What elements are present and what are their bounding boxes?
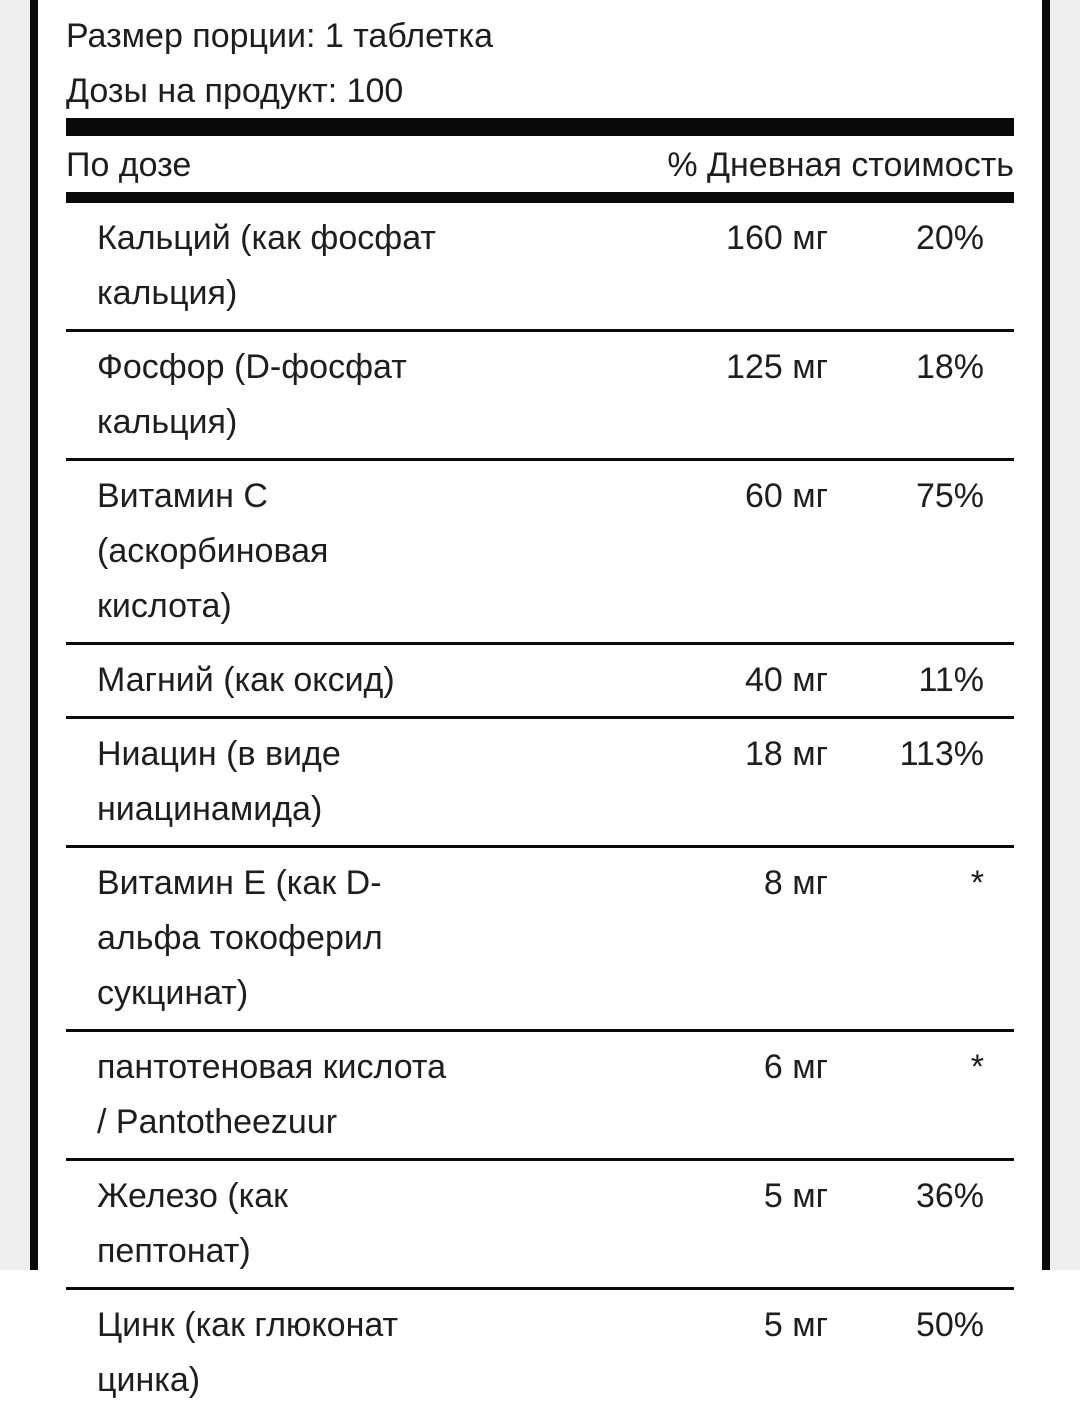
serving-size: Размер порции: 1 таблетка bbox=[66, 17, 494, 55]
nutrient-name-line: цинка) bbox=[97, 1361, 201, 1399]
nutrient-daily-value: 20% bbox=[915, 219, 984, 257]
nutrient-amount: 18 мг bbox=[744, 735, 828, 773]
table-row bbox=[66, 848, 1014, 1032]
nutrient-name-line: Фосфор (D-фосфат bbox=[97, 348, 407, 386]
nutrient-name-line: альфа токоферил bbox=[97, 919, 383, 957]
nutrient-name-line: Цинк (как глюконат bbox=[97, 1306, 399, 1344]
nutrient-name-line: Магний (как оксид) bbox=[97, 661, 395, 699]
nutrient-name-line: Витамин E (как D- bbox=[97, 864, 382, 902]
nutrient-name bbox=[97, 469, 527, 634]
nutrient-amount: 8 мг bbox=[763, 864, 828, 902]
nutrient-name bbox=[97, 211, 527, 321]
nutrient-amount: 5 мг bbox=[763, 1177, 828, 1215]
table-row bbox=[66, 1290, 1014, 1416]
nutrient-name bbox=[97, 1169, 527, 1279]
nutrient-name bbox=[97, 727, 527, 837]
table-header bbox=[66, 143, 1014, 187]
nutrient-amount: 5 мг bbox=[763, 1306, 828, 1344]
header-divider bbox=[66, 192, 1014, 203]
table-row bbox=[66, 203, 1014, 332]
nutrient-name-line: Витамин C bbox=[97, 477, 268, 515]
nutrient-name-line: Железо (как bbox=[97, 1177, 289, 1215]
table-row bbox=[66, 461, 1014, 645]
nutrient-name-line: сукцинат) bbox=[97, 974, 249, 1012]
nutrient-daily-value: 50% bbox=[915, 1306, 984, 1344]
nutrient-name bbox=[97, 340, 527, 450]
nutrient-name-line: пантотеновая кислота bbox=[97, 1048, 447, 1086]
table-row bbox=[66, 645, 1014, 719]
header-daily-value: % Дневная стоимость bbox=[667, 146, 1014, 184]
supplement-facts-panel bbox=[30, 0, 1050, 1399]
nutrient-daily-value: 11% bbox=[918, 661, 984, 699]
nutrient-name-line: Кальций (как фосфат bbox=[97, 219, 436, 257]
nutrient-daily-value: 18% bbox=[915, 348, 984, 386]
nutrient-daily-value: 75% bbox=[915, 477, 984, 515]
nutrient-name-line: пептонат) bbox=[97, 1232, 251, 1270]
nutrient-name-line: ниацинамида) bbox=[97, 790, 323, 828]
nutrient-amount: 160 мг bbox=[726, 219, 828, 257]
nutrient-amount: 60 мг bbox=[744, 477, 828, 515]
table-row bbox=[66, 1032, 1014, 1161]
nutrient-daily-value: 113% bbox=[899, 735, 984, 773]
nutrient-name-line: (аскорбиновая bbox=[97, 532, 329, 570]
nutrient-name-line: / Pantotheezuur bbox=[97, 1103, 338, 1141]
nutrient-daily-value: * bbox=[970, 864, 984, 902]
nutrient-name-line: кислота) bbox=[97, 587, 232, 625]
table-row bbox=[66, 719, 1014, 848]
nutrient-table bbox=[66, 203, 1014, 1416]
page-margin-right bbox=[1050, 0, 1080, 1270]
nutrient-name bbox=[97, 1298, 527, 1408]
nutrient-amount: 125 мг bbox=[726, 348, 828, 386]
nutrient-name bbox=[97, 856, 527, 1021]
page-margin-left bbox=[0, 0, 30, 1270]
header-per-serving: По дозе bbox=[66, 146, 192, 184]
table-row bbox=[66, 332, 1014, 461]
servings-per-container: Дозы на продукт: 100 bbox=[66, 72, 404, 110]
nutrient-name bbox=[97, 653, 527, 708]
nutrient-amount: 6 мг bbox=[763, 1048, 828, 1086]
nutrient-daily-value: 36% bbox=[915, 1177, 984, 1215]
nutrient-amount: 40 мг bbox=[744, 661, 828, 699]
nutrient-name-line: кальция) bbox=[97, 403, 238, 441]
nutrient-name-line: Ниацин (в виде bbox=[97, 735, 341, 773]
thick-divider bbox=[66, 118, 1014, 136]
table-row bbox=[66, 1161, 1014, 1290]
nutrient-daily-value: * bbox=[970, 1048, 984, 1086]
nutrient-name bbox=[97, 1040, 527, 1150]
nutrient-name-line: кальция) bbox=[97, 274, 238, 312]
